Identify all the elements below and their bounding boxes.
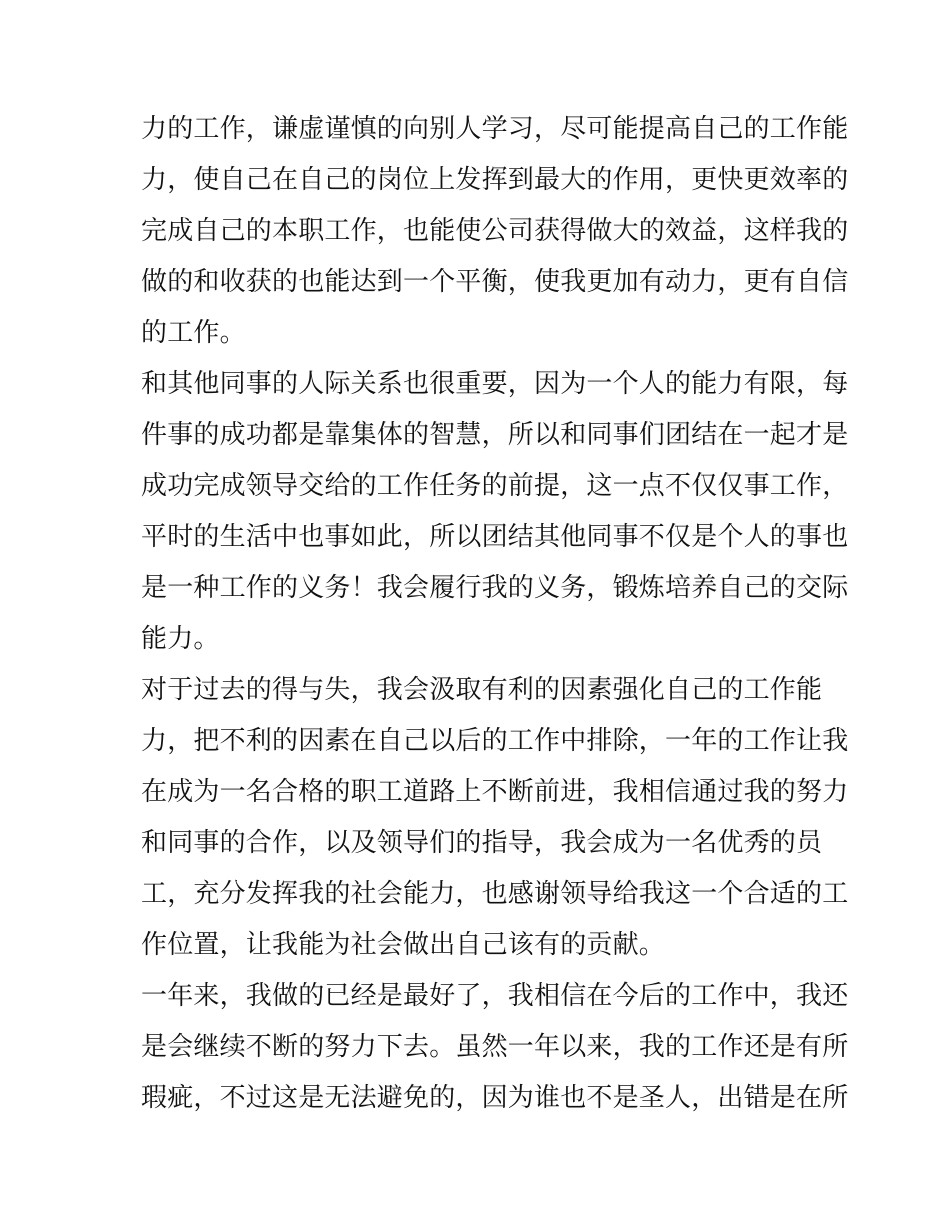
text-line: 瑕疵，不过这是无法避免的，因为谁也不是圣人，出错是在所: [141, 1083, 849, 1113]
paragraph-gains-losses: [141, 665, 849, 971]
text-line: 作位置，让我能为社会做出自己该有的贡献。: [141, 930, 666, 960]
text-line: 做的和收获的也能达到一个平衡，使我更加有动力，更有自信: [141, 267, 849, 297]
text-line: 能力。: [141, 624, 220, 654]
text-line: 力，把不利的因素在自己以后的工作中排除，一年的工作让我: [141, 726, 849, 756]
paragraph-work-ability: [141, 104, 849, 359]
text-line: 在成为一名合格的职工道路上不断前进，我相信通过我的努力: [141, 777, 849, 807]
text-line: 的工作。: [141, 318, 246, 348]
paragraph-colleague-relations: [141, 359, 849, 665]
text-line: 力，使自己在自己的岗位上发挥到最大的作用，更快更效率的: [141, 165, 849, 195]
document-body: [141, 104, 849, 1124]
text-line: 成功完成领导交给的工作任务的前提，这一点不仅仅事工作，: [141, 471, 849, 501]
text-line: 完成自己的本职工作，也能使公司获得做大的效益，这样我的: [141, 216, 849, 246]
text-line: 和同事的合作，以及领导们的指导，我会成为一名优秀的员: [141, 828, 823, 858]
text-line: 件事的成功都是靠集体的智慧，所以和同事们团结在一起才是: [141, 420, 849, 450]
text-line: 一年来，我做的已经是最好了，我相信在今后的工作中，我还: [141, 981, 849, 1011]
text-line: 力的工作，谦虚谨慎的向别人学习，尽可能提高自己的工作能: [141, 114, 849, 144]
text-line: 和其他同事的人际关系也很重要，因为一个人的能力有限，每: [141, 369, 849, 399]
text-line: 是会继续不断的努力下去。虽然一年以来，我的工作还是有所: [141, 1032, 849, 1062]
paragraph-year-review: [141, 971, 849, 1124]
text-line: 是一种工作的义务！我会履行我的义务，锻炼培养自己的交际: [141, 573, 849, 603]
text-line: 工，充分发挥我的社会能力，也感谢领导给我这一个合适的工: [141, 879, 849, 909]
text-line: 平时的生活中也事如此，所以团结其他同事不仅是个人的事也: [141, 522, 849, 552]
text-line: 对于过去的得与失，我会汲取有利的因素强化自己的工作能: [141, 675, 823, 705]
